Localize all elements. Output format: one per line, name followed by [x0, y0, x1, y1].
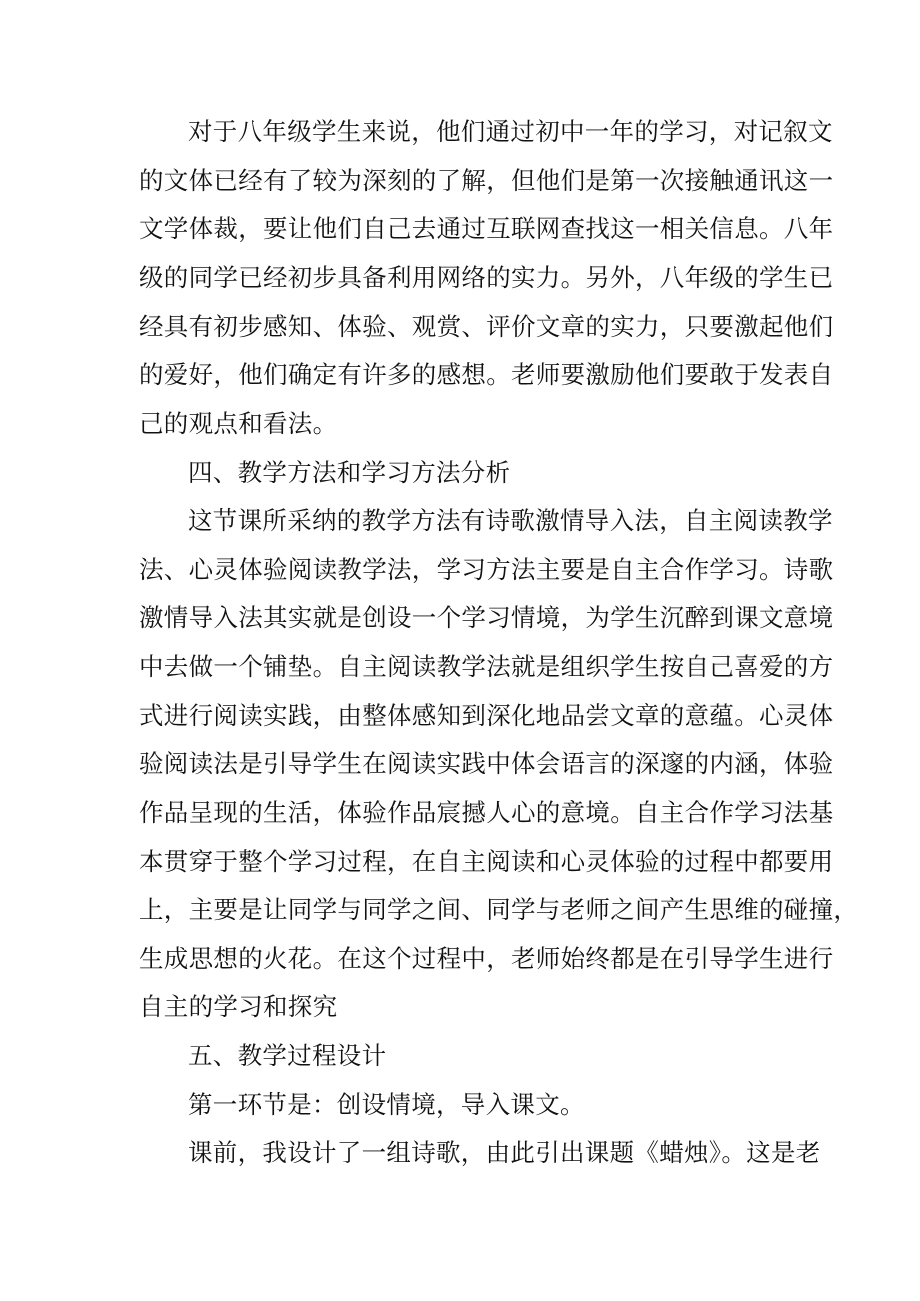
section-heading-4: 四、教学方法和学习方法分析 — [188, 458, 511, 487]
paragraph-1-line-6: 的爱好，他们确定有许多的感想。老师要激励他们要敢于发表自 — [139, 360, 834, 389]
paragraph-2-line-3: 激情导入法其实就是创设一个学习情境，为学生沉醉到课文意境 — [139, 603, 834, 632]
paragraph-2-line-1: 这节课所采纳的教学方法有诗歌激情导入法，自主阅读教学 — [188, 506, 833, 535]
paragraph-2-line-2: 法、心灵体验阅读教学法，学习方法主要是自主合作学习。诗歌 — [139, 555, 834, 584]
paragraph-1-line-5: 经具有初步感知、体验、观赏、评价文章的实力，只要激起他们 — [139, 312, 834, 341]
paragraph-2-line-6: 验阅读法是引导学生在阅读实践中体会语言的深邃的内涵，体验 — [139, 749, 834, 778]
paragraph-1-line-3: 文学体裁，要让他们自己去通过互联网查找这一相关信息。八年 — [139, 214, 834, 243]
section-heading-5: 五、教学过程设计 — [188, 1041, 387, 1070]
paragraph-1-line-2: 的文体已经有了较为深刻的了解，但他们是第一次接触通讯这一 — [139, 166, 834, 195]
paragraph-3-line-1: 课前，我设计了一组诗歌，由此引出课题《蜡烛》。这是老 — [188, 1138, 821, 1167]
paragraph-1-line-1: 对于八年级学生来说，他们通过初中一年的学习，对记叙文 — [188, 117, 833, 146]
paragraph-2-line-11: 自主的学习和探究 — [139, 992, 338, 1021]
paragraph-2-line-5: 式进行阅读实践，由整体感知到深化地品尝文章的意蕴。心灵体 — [139, 701, 834, 730]
paragraph-1-line-7: 己的观点和看法。 — [139, 409, 338, 438]
paragraph-1-line-4: 级的同学已经初步具备利用网络的实力。另外，八年级的学生已 — [139, 263, 834, 292]
paragraph-2-line-7: 作品呈现的生活，体验作品宸撼人心的意境。自主合作学习法基 — [139, 798, 834, 827]
paragraph-2-line-9: 上，主要是让同学与同学之间、同学与老师之间产生思维的碰撞， — [139, 895, 859, 924]
paragraph-2-line-8: 本贯穿于整个学习过程，在自主阅读和心灵体验的过程中都要用 — [139, 847, 834, 876]
step-heading-1: 第一环节是：创设情境，导入课文。 — [188, 1090, 585, 1119]
paragraph-2-line-10: 生成思想的火花。在这个过程中，老师始终都是在引导学生进行 — [139, 944, 834, 973]
paragraph-2-line-4: 中去做一个铺垫。自主阅读教学法就是组织学生按自己喜爱的方 — [139, 652, 834, 681]
